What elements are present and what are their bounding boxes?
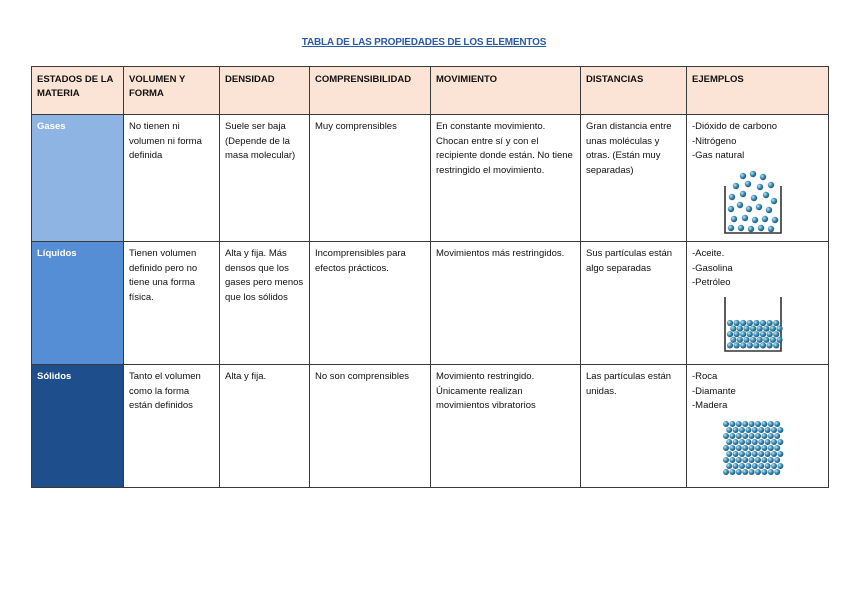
state-cell-gases: Gases: [32, 115, 124, 242]
particle: [726, 463, 732, 469]
particle: [742, 469, 748, 475]
particle: [727, 331, 733, 337]
particle: [761, 421, 767, 427]
distancias-cell: Gran distancia entre unas moléculas y otras. (Están muy separadas): [581, 115, 687, 242]
page-title: TABLA DE LAS PROPIEDADES DE LOS ELEMENTOS: [301, 37, 547, 48]
header-row: [32, 67, 829, 115]
particle: [736, 433, 742, 439]
particle: [750, 336, 756, 342]
movimiento-cell: Movimientos más restringidos.: [431, 242, 581, 365]
header-volumen: VOLUMEN Y FORMA: [124, 67, 220, 115]
particle: [747, 331, 753, 337]
particle: [763, 325, 769, 331]
particle: [770, 336, 776, 342]
particle: [757, 336, 763, 342]
example-item: -Dióxido de carbono: [692, 121, 778, 132]
particle: [737, 325, 743, 331]
particle: [768, 421, 774, 427]
particle: [729, 457, 735, 463]
particle: [755, 469, 761, 475]
volumen-cell: Tienen volumen definido pero no tiene una forma física.: [124, 242, 220, 365]
particle: [774, 445, 780, 451]
particle: [739, 427, 745, 433]
particle: [761, 469, 767, 475]
distancias-cell: Las partículas están unidas.: [581, 365, 687, 488]
table-row: [32, 242, 829, 365]
particle: [743, 325, 749, 331]
particle: [740, 342, 746, 348]
particle: [749, 469, 755, 475]
liquid-particles-container-icon: [722, 295, 784, 353]
table-row: [32, 365, 829, 488]
state-cell-liquidos: Líquidos: [32, 242, 124, 365]
example-item: -Nitrógeno: [692, 135, 737, 147]
particle: [752, 451, 758, 457]
densidad-cell: Alta y fija.: [220, 365, 310, 488]
particle: [749, 457, 755, 463]
particle: [750, 325, 756, 331]
volumen-cell: No tienen ni volumen ni forma definida: [124, 115, 220, 242]
particle: [753, 342, 759, 348]
ejemplos-cell: [687, 115, 829, 242]
particle: [733, 427, 739, 433]
particle: [733, 451, 739, 457]
example-item: -Roca: [692, 371, 718, 382]
particle: [729, 469, 735, 475]
header-ejemplos: EJEMPLOS: [687, 67, 829, 115]
particle: [742, 457, 748, 463]
comprensibilidad-cell: No son comprensibles: [310, 365, 431, 488]
particle: [753, 331, 759, 337]
particle: [777, 463, 783, 469]
particle: [747, 319, 753, 325]
particle: [723, 445, 729, 451]
particle: [777, 439, 783, 445]
gas-particles-container-icon: [722, 170, 784, 236]
particle: [736, 457, 742, 463]
example-item: -Madera: [692, 400, 728, 411]
example-item: -Aceite.: [692, 248, 725, 259]
particle: [755, 421, 761, 427]
particle: [774, 421, 780, 427]
particle: [745, 451, 751, 457]
particle: [727, 342, 733, 348]
particle: [770, 325, 776, 331]
particle: [745, 463, 751, 469]
particle: [723, 433, 729, 439]
particle: [737, 336, 743, 342]
particle: [726, 451, 732, 457]
particle: [767, 342, 773, 348]
volumen-cell: Tanto el volumen como la forma están definidos: [124, 365, 220, 488]
particle: [767, 319, 773, 325]
particle: [736, 445, 742, 451]
particle: [729, 445, 735, 451]
particle: [776, 325, 782, 331]
particle: [755, 457, 761, 463]
particle: [739, 463, 745, 469]
particle: [743, 336, 749, 342]
solid-particles-lattice-icon: [722, 420, 784, 476]
example-item: -Petróleo: [692, 277, 731, 288]
particle: [768, 445, 774, 451]
particle: [752, 427, 758, 433]
particle: [742, 433, 748, 439]
particle: [740, 319, 746, 325]
example-item: -Gas natural: [692, 150, 745, 161]
particle: [730, 325, 736, 331]
movimiento-cell: Movimiento restringido. Únicamente realizan movimientos vibratorios: [431, 365, 581, 488]
particle: [761, 445, 767, 451]
particle: [727, 319, 733, 325]
particle: [753, 319, 759, 325]
particle: [777, 427, 783, 433]
particle: [774, 433, 780, 439]
particle: [739, 439, 745, 445]
particle: [771, 427, 777, 433]
particle: [773, 342, 779, 348]
particle: [771, 463, 777, 469]
particle: [761, 457, 767, 463]
particle: [736, 421, 742, 427]
particle: [773, 319, 779, 325]
particle: [726, 427, 732, 433]
particle: [765, 427, 771, 433]
particle: [733, 463, 739, 469]
particle: [729, 421, 735, 427]
particle: [729, 433, 735, 439]
particle: [758, 463, 764, 469]
particle: [733, 439, 739, 445]
particle: [742, 445, 748, 451]
distancias-cell: Sus partículas están algo separadas: [581, 242, 687, 365]
particle: [752, 439, 758, 445]
header-comprensibilidad: COMPRENSIBILIDAD: [310, 67, 431, 115]
particle: [734, 342, 740, 348]
particle: [758, 427, 764, 433]
particle: [758, 439, 764, 445]
particle: [761, 433, 767, 439]
particle: [765, 451, 771, 457]
header-estados: ESTADOS DE LA MATERIA: [32, 67, 124, 115]
state-cell-solidos: Sólidos: [32, 365, 124, 488]
particle: [768, 457, 774, 463]
particle: [774, 469, 780, 475]
header-densidad: DENSIDAD: [220, 67, 310, 115]
particle: [757, 325, 763, 331]
particle: [734, 331, 740, 337]
particle: [765, 439, 771, 445]
particle: [726, 439, 732, 445]
properties-table: [31, 66, 829, 488]
header-movimiento: MOVIMIENTO: [431, 67, 581, 115]
particle: [749, 445, 755, 451]
particle: [768, 433, 774, 439]
particle: [755, 433, 761, 439]
particle: [777, 451, 783, 457]
particle: [749, 433, 755, 439]
particle: [745, 439, 751, 445]
particle: [776, 336, 782, 342]
particle: [771, 451, 777, 457]
particle: [760, 319, 766, 325]
particle: [771, 439, 777, 445]
particle: [763, 336, 769, 342]
densidad-cell: Alta y fija. Más densos que los gases pero menos que los sólidos: [220, 242, 310, 365]
ejemplos-cell: [687, 365, 829, 488]
particle: [723, 421, 729, 427]
densidad-cell: Suele ser baja (Depende de la masa molecular): [220, 115, 310, 242]
particle: [760, 331, 766, 337]
particle: [755, 445, 761, 451]
particle: [760, 342, 766, 348]
particle: [723, 469, 729, 475]
particle: [736, 469, 742, 475]
comprensibilidad-cell: Muy comprensibles: [310, 115, 431, 242]
particle: [774, 457, 780, 463]
movimiento-cell: En constante movimiento. Chocan entre sí y con el recipiente donde están. No tiene restringido el movimiento.: [431, 115, 581, 242]
comprensibilidad-cell: Incomprensibles para efectos prácticos.: [310, 242, 431, 365]
particle: [723, 457, 729, 463]
example-item: -Gasolina: [692, 262, 733, 274]
particle: [752, 463, 758, 469]
particle: [742, 421, 748, 427]
ejemplos-cell: [687, 242, 829, 365]
header-distancias: DISTANCIAS: [581, 67, 687, 115]
particle: [758, 451, 764, 457]
particle: [734, 319, 740, 325]
particle: [739, 451, 745, 457]
particle: [730, 336, 736, 342]
particle: [768, 469, 774, 475]
particle: [745, 427, 751, 433]
table-row: [32, 115, 829, 242]
particle: [749, 421, 755, 427]
particle: [765, 463, 771, 469]
particle: [773, 331, 779, 337]
particle: [767, 331, 773, 337]
example-item: -Diamante: [692, 385, 736, 397]
particle: [747, 342, 753, 348]
particle: [740, 331, 746, 337]
